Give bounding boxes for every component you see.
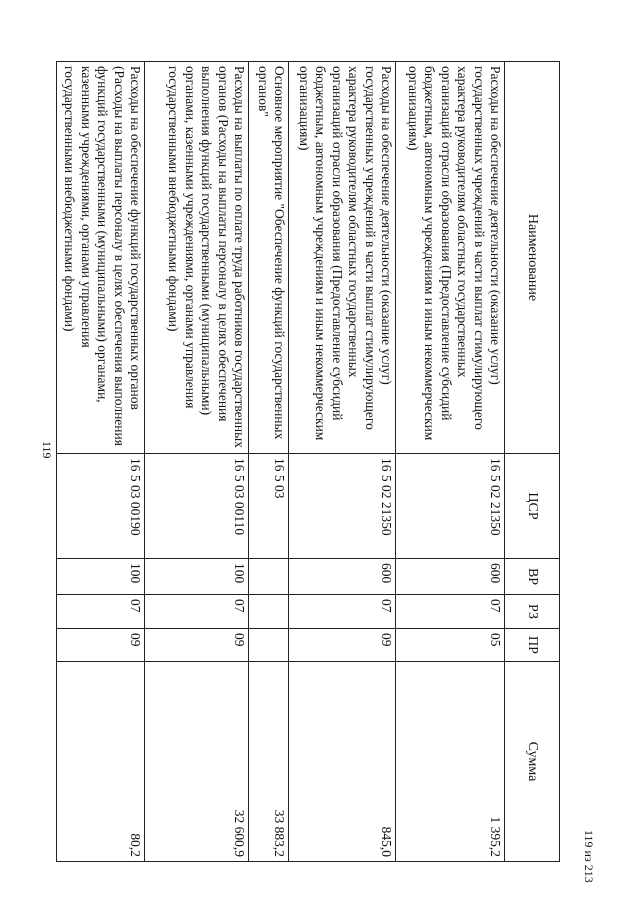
cell-sum: 80,2 xyxy=(57,662,145,862)
cell-vr: 100 xyxy=(145,559,249,595)
cell-sum: 845,0 xyxy=(289,662,396,862)
cell-rz: 07 xyxy=(57,595,145,629)
table-row xyxy=(396,62,505,862)
cell-pr: 09 xyxy=(145,629,249,662)
cell-csr: 16 5 03 00110 xyxy=(145,454,249,559)
table-header-row xyxy=(505,62,560,862)
cell-rz xyxy=(249,595,289,629)
cell-csr: 16 5 03 00190 xyxy=(57,454,145,559)
cell-name: Основное мероприятие "Обеспечение функций государственных органов" xyxy=(249,62,289,454)
table-row xyxy=(145,62,249,862)
budget-table xyxy=(56,61,560,862)
header-name: Наименование xyxy=(505,62,560,454)
cell-name: Расходы на обеспечение деятельности (оказание услуг) государственных учреждений в части выплат стимулирующего характера руководителям областных государственных организаций отрасли образования (Предоставление субсидий бюджетным, автономным учреждениям и иным некоммерческим организациям) xyxy=(289,62,396,454)
cell-rz: 07 xyxy=(145,595,249,629)
header-pr: ПР xyxy=(505,629,560,662)
cell-csr: 16 5 02 21350 xyxy=(396,454,505,559)
cell-sum: 1 395,2 xyxy=(396,662,505,862)
cell-name: Расходы на обеспечение деятельности (оказание услуг) государственных учреждений в части выплат стимулирующего характера руководителям областных государственных организаций отрасли образования (Предоставление субсидий бюджетным, автономным учреждениям и иным некоммерческим организациям) xyxy=(396,62,505,454)
cell-vr: 600 xyxy=(396,559,505,595)
header-sum: Сумма xyxy=(505,662,560,862)
cell-name: Расходы на выплаты по оплате труда работников государственных органов (Расходы на выплаты персоналу в целях обеспечения выполнения функций государственными (муниципальными) органами, казенными учреждениями, органами управления государственными внебюджетными фондами) xyxy=(145,62,249,454)
header-vr: ВР xyxy=(505,559,560,595)
cell-pr: 09 xyxy=(57,629,145,662)
cell-csr: 16 5 03 xyxy=(249,454,289,559)
cell-vr: 100 xyxy=(57,559,145,595)
table-row xyxy=(249,62,289,862)
cell-vr xyxy=(249,559,289,595)
page-number-top: 119 xyxy=(40,441,54,459)
table-row xyxy=(289,62,396,862)
page-footer: 119 из 213 xyxy=(582,830,596,883)
cell-sum: 32 600,9 xyxy=(145,662,249,862)
cell-name: Расходы на обеспечение функций государственных органов (Расходы на выплаты персоналу в целях обеспечения выполнения функций государственными (муниципальными) органами, казенными учреждениями, органами управления государственными внебюджетными фондами) xyxy=(57,62,145,454)
cell-pr xyxy=(249,629,289,662)
header-rz: РЗ xyxy=(505,595,560,629)
cell-rz: 07 xyxy=(289,595,396,629)
cell-csr: 16 5 02 21350 xyxy=(289,454,396,559)
header-csr: ЦСР xyxy=(505,454,560,559)
cell-rz: 07 xyxy=(396,595,505,629)
cell-pr: 09 xyxy=(289,629,396,662)
cell-pr: 05 xyxy=(396,629,505,662)
table-row xyxy=(57,62,145,862)
budget-table-rotated xyxy=(62,61,560,861)
cell-sum: 33 883,2 xyxy=(249,662,289,862)
cell-vr: 600 xyxy=(289,559,396,595)
